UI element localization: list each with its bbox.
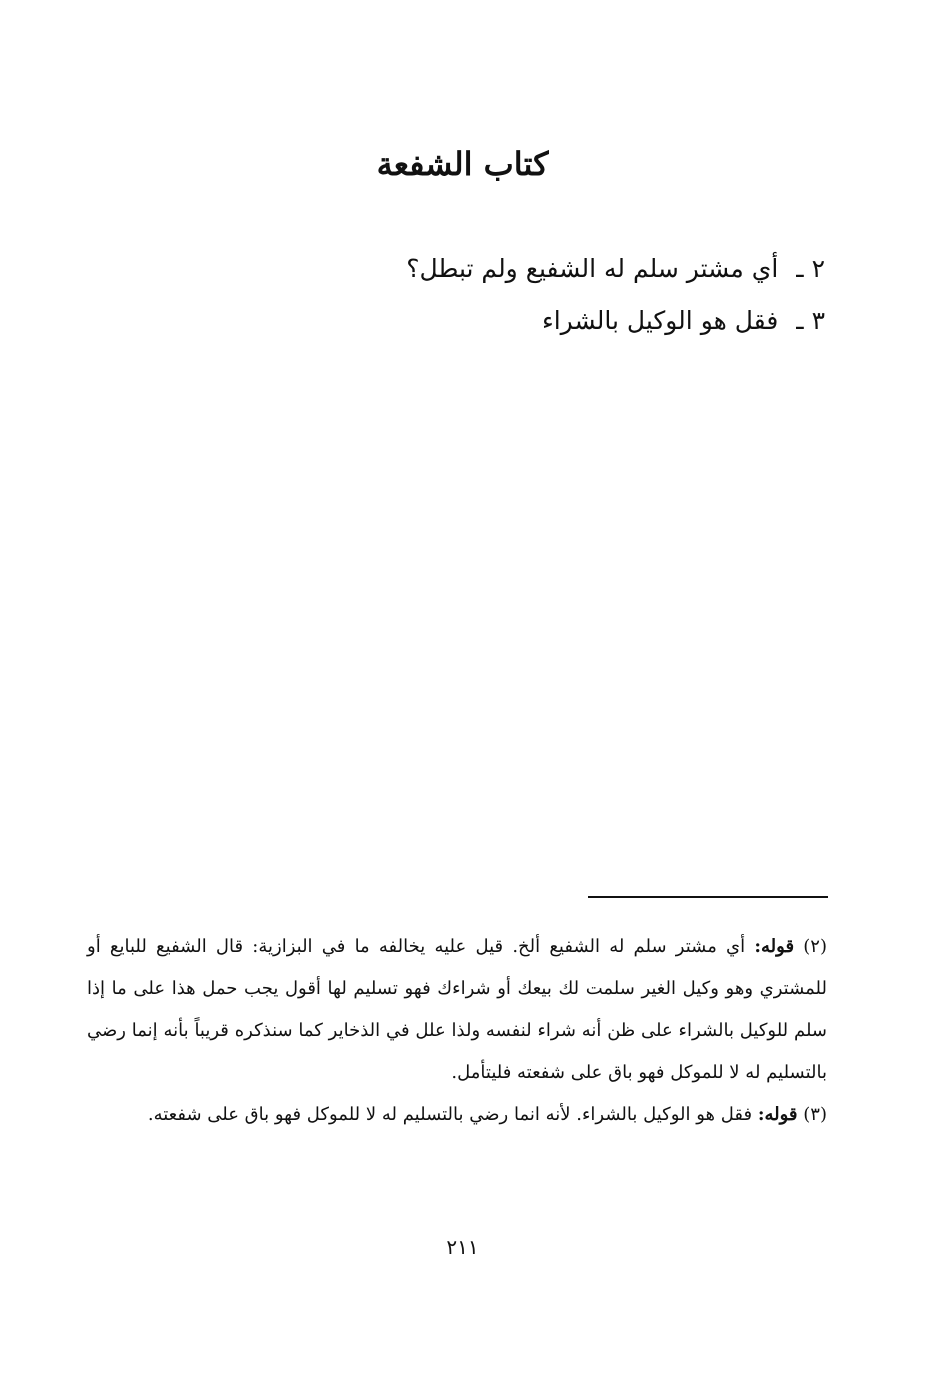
footnote-label: قوله: — [757, 1104, 798, 1125]
line-number: ٢ ـ — [796, 254, 825, 283]
footnote-separator — [588, 896, 828, 898]
line-text: فقل هو الوكيل بالشراء — [541, 306, 779, 335]
footnote-text: أي مشتر سلم له الشفيع ألخ. قيل عليه يخالفه ما في البزازية: قال الشفيع للبايع أو للمشتري وهو وكيل الغير سلمت لك بيعك أو شراءك فهو تسليم لها أقول يجب حمل هذا على ما إذا سلم للوكيل بالشراء على ظن أنه شراء لنفسه ولذا علل في الذخاير كما سنذكره قريباً بأنه إنما رضي بالتسليم له لا للموكل فهو باق على شفعته فليتأمل. — [87, 936, 827, 1083]
footnote-marker: (٢) — [803, 936, 827, 957]
line-text: أي مشتر سلم له الشفيع ولم تبطل؟ — [406, 254, 779, 283]
footnote — [87, 926, 827, 1094]
main-text-line — [265, 247, 825, 291]
footnotes — [87, 926, 827, 1136]
footnote-marker: (٣) — [803, 1104, 827, 1125]
footnote-label: قوله: — [754, 936, 795, 957]
line-number: ٣ ـ — [796, 306, 825, 335]
footnote-text: فقل هو الوكيل بالشراء. لأنه انما رضي بالتسليم له لا للموكل فهو باق على شفعته. — [147, 1104, 753, 1125]
footnote — [87, 1094, 827, 1136]
main-text-line — [265, 299, 825, 343]
chapter-title: كتاب الشفعة — [376, 145, 549, 183]
page-number: ٢١١ — [446, 1235, 479, 1259]
